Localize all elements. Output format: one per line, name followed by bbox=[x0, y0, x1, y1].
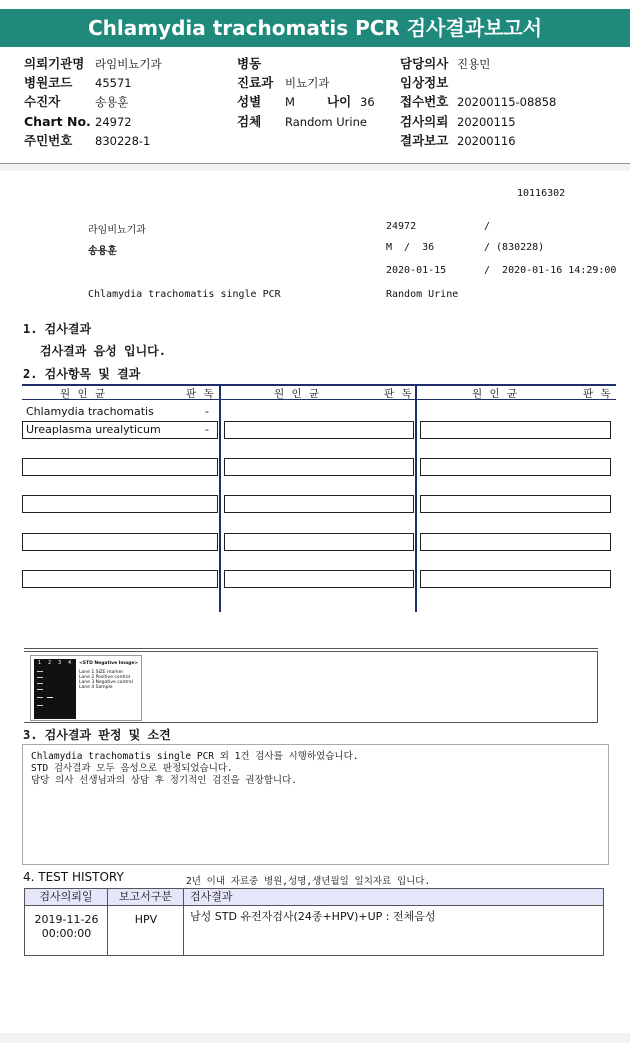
value-request-date: 20200115 bbox=[457, 115, 516, 129]
report-title: Chlamydia trachomatis PCR 검사결과보고서 bbox=[0, 9, 630, 47]
lane-number: 2 bbox=[48, 660, 52, 666]
organism-result: - bbox=[205, 423, 209, 436]
opinion-line: Chlamydia trachomatis single PCR 외 1건 검사를 시행하였습니다. bbox=[31, 751, 359, 762]
section3-title: 3. 검사결과 판정 및 소견 bbox=[23, 728, 171, 742]
label-sex: 성별 bbox=[237, 94, 262, 109]
summary-clinic: 라임비뇨기과 bbox=[88, 225, 146, 236]
value-department: 비뇨기과 bbox=[285, 76, 330, 90]
col1-result-header: 판 독 bbox=[186, 388, 216, 400]
summary-slash: / bbox=[484, 221, 491, 232]
value-specimen: Random Urine bbox=[285, 115, 367, 129]
history-time: 00:00:00 bbox=[41, 927, 92, 940]
empty-result-row bbox=[224, 570, 414, 588]
empty-result-row bbox=[224, 421, 414, 439]
summary-specimen: Random Urine bbox=[386, 289, 459, 300]
opinion-line: STD 검사결과 모두 음성으로 판정되었습니다. bbox=[31, 763, 233, 774]
empty-result-row bbox=[22, 495, 218, 513]
marker-band bbox=[37, 683, 43, 684]
column-divider-2 bbox=[415, 384, 417, 612]
report-code: 10116302 bbox=[517, 188, 566, 199]
label-hospital-code: 병원코드 bbox=[24, 75, 73, 90]
gel-legend-item: Lane 4 Sample bbox=[79, 685, 113, 690]
empty-result-row bbox=[224, 495, 414, 513]
label-department: 진료과 bbox=[237, 75, 274, 90]
lane-number: 3 bbox=[58, 660, 62, 666]
summary-chart-no: 24972 bbox=[386, 221, 417, 232]
label-requesting-org: 의뢰기관명 bbox=[24, 56, 85, 71]
empty-result-row bbox=[420, 458, 611, 476]
label-report-date: 결과보고 bbox=[400, 133, 449, 148]
column-divider-1 bbox=[219, 384, 221, 612]
value-doctor: 진용민 bbox=[457, 57, 491, 71]
value-report-date: 20200116 bbox=[457, 134, 516, 148]
value-receipt-no: 20200115-08858 bbox=[457, 95, 557, 109]
summary-sex-age: M / 36 bbox=[386, 242, 435, 253]
result-row bbox=[22, 403, 218, 421]
opinion-box bbox=[22, 744, 609, 865]
lane-number: 1 bbox=[38, 660, 42, 666]
empty-result-row bbox=[420, 421, 611, 439]
patient-header bbox=[0, 50, 630, 164]
gel-legend bbox=[79, 661, 138, 690]
positive-control-band bbox=[47, 697, 53, 698]
organism-name: Ureaplasma urealyticum bbox=[26, 423, 161, 436]
gel-legend-item: Lane 3 Negative control bbox=[79, 680, 133, 685]
empty-result-row bbox=[420, 533, 611, 551]
empty-result-row bbox=[22, 458, 218, 476]
history-header-date: 검사의뢰일 bbox=[24, 888, 108, 906]
section1-summary: 검사결과 음성 입니다. bbox=[40, 344, 167, 358]
summary-reported: / 2020-01-16 14:29:00 bbox=[484, 265, 617, 276]
bottom-band bbox=[0, 1033, 630, 1043]
marker-band bbox=[37, 697, 43, 698]
label-doctor: 담당의사 bbox=[400, 56, 449, 71]
value-sex: M bbox=[285, 95, 295, 109]
col3-result-header: 판 독 bbox=[583, 388, 613, 400]
col2-organism-header: 원 인 균 bbox=[274, 388, 322, 400]
section4-title: 4. TEST HISTORY bbox=[23, 870, 124, 884]
label-specimen: 검체 bbox=[237, 114, 262, 129]
label-resident-no: 주민번호 bbox=[24, 133, 73, 148]
marker-band bbox=[37, 671, 43, 672]
section2-title: 2. 검사항목 및 결과 bbox=[23, 367, 141, 381]
marker-band bbox=[37, 705, 43, 706]
value-patient: 송용훈 bbox=[95, 95, 129, 109]
label-age: 나이 bbox=[327, 94, 352, 109]
history-result: 남성 STD 유전자검사(24종+HPV)+UP : 전체음성 bbox=[190, 910, 436, 923]
label-request-date: 검사의뢰 bbox=[400, 114, 449, 129]
value-chart-no: 24972 bbox=[95, 115, 132, 129]
history-date: 2019-11-26 bbox=[34, 913, 99, 926]
summary-test-name: Chlamydia trachomatis single PCR bbox=[88, 289, 281, 300]
history-type-cell bbox=[107, 906, 184, 956]
value-requesting-org: 라임비뇨기과 bbox=[95, 57, 162, 71]
col2-result-header: 판 독 bbox=[384, 388, 414, 400]
gel-lanes bbox=[34, 659, 76, 719]
label-receipt-no: 접수번호 bbox=[400, 94, 449, 109]
value-resident-no: 830228-1 bbox=[95, 134, 151, 148]
summary-patient: 송용훈 bbox=[88, 246, 117, 257]
label-clinical-info: 임상정보 bbox=[400, 75, 449, 90]
opinion-line: 담당 의사 선생님과의 상담 후 정기적인 검진을 권장합니다. bbox=[31, 775, 298, 786]
empty-result-row bbox=[22, 533, 218, 551]
gel-title: <STD Negative Image> bbox=[79, 661, 139, 666]
empty-result-row bbox=[224, 458, 414, 476]
result-row bbox=[22, 421, 218, 439]
summary-birth: / (830228) bbox=[484, 242, 545, 253]
value-age: 36 bbox=[360, 95, 375, 109]
history-result-cell bbox=[183, 906, 604, 956]
organism-name: Chlamydia trachomatis bbox=[26, 405, 154, 418]
label-ward: 병동 bbox=[237, 56, 262, 71]
gel-top-line bbox=[24, 648, 598, 649]
divider-band bbox=[0, 164, 630, 171]
history-note: 2년 이내 자료중 병원,성명,생년월일 일치자료 입니다. bbox=[186, 876, 431, 887]
history-header-type: 보고서구분 bbox=[107, 888, 184, 906]
empty-result-row bbox=[22, 570, 218, 588]
summary-received: 2020-01-15 bbox=[386, 265, 447, 276]
gel-legend-item: Lane 2 Positive control bbox=[79, 675, 130, 680]
history-type: HPV bbox=[134, 913, 158, 926]
label-patient: 수진자 bbox=[24, 94, 61, 109]
organism-result: - bbox=[205, 405, 209, 418]
value-hospital-code: 45571 bbox=[95, 76, 132, 90]
gel-legend-item: Lane 1 SIZE marker bbox=[79, 670, 124, 675]
lane-number: 4 bbox=[68, 660, 72, 666]
empty-result-row bbox=[420, 570, 611, 588]
empty-result-row bbox=[420, 495, 611, 513]
col1-organism-header: 원 인 균 bbox=[60, 388, 108, 400]
history-date-cell bbox=[24, 906, 108, 956]
marker-band bbox=[37, 689, 43, 690]
section1-title: 1. 검사결과 bbox=[23, 322, 92, 336]
col3-organism-header: 원 인 균 bbox=[472, 388, 520, 400]
label-chart-no: Chart No. bbox=[24, 114, 91, 129]
marker-band bbox=[37, 677, 43, 678]
empty-result-row bbox=[224, 533, 414, 551]
gel-electrophoresis-image bbox=[30, 655, 142, 721]
history-header-result: 검사결과 bbox=[183, 888, 604, 906]
